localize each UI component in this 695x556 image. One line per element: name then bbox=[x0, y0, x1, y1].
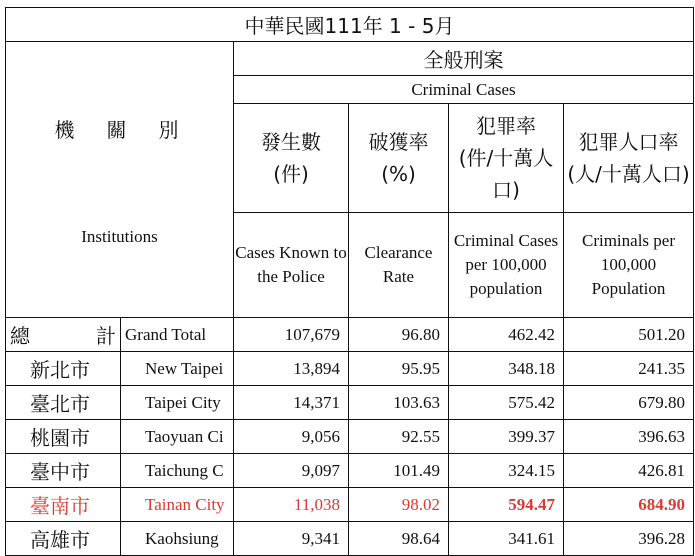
cases-value: 11,038 bbox=[234, 488, 349, 522]
category-header-en: Criminal Cases bbox=[234, 76, 694, 104]
criminal-rate-value: 684.90 bbox=[564, 488, 694, 522]
col-header-zh-label: 發生數 (件) bbox=[261, 129, 321, 186]
clearance-value: 103.63 bbox=[349, 386, 449, 420]
clearance-value: 101.49 bbox=[349, 454, 449, 488]
criminal-rate-value: 396.63 bbox=[564, 420, 694, 454]
period-header: 中華民國111年 1 - 5月 bbox=[6, 8, 694, 42]
total-criminal-rate: 501.20 bbox=[564, 318, 694, 352]
city-name-en: New Taipei bbox=[121, 352, 234, 386]
col-header-zh-crime-rate bbox=[449, 104, 564, 212]
city-name-zh: 臺南市 bbox=[6, 488, 121, 522]
table-row bbox=[6, 454, 694, 488]
col-header-zh-label: 犯罪率 (件/十萬人口) bbox=[458, 113, 554, 202]
col-header-zh-label: 犯罪人口率 (人/十萬人口) bbox=[567, 129, 690, 186]
city-name-en: Taichung C bbox=[121, 454, 234, 488]
table-row bbox=[6, 420, 694, 454]
city-name-zh: 臺中市 bbox=[6, 454, 121, 488]
city-name-zh: 新北市 bbox=[6, 352, 121, 386]
city-rows bbox=[6, 352, 694, 556]
cases-value: 9,056 bbox=[234, 420, 349, 454]
total-label-en: Grand Total bbox=[121, 318, 234, 352]
crime-rate-value: 324.15 bbox=[449, 454, 564, 488]
clearance-value: 98.64 bbox=[349, 522, 449, 556]
cases-value: 13,894 bbox=[234, 352, 349, 386]
criminal-rate-value: 679.80 bbox=[564, 386, 694, 420]
cases-value: 14,371 bbox=[234, 386, 349, 420]
table-row bbox=[6, 522, 694, 556]
cases-value: 9,097 bbox=[234, 454, 349, 488]
criminal-rate-value: 396.28 bbox=[564, 522, 694, 556]
city-name-zh: 臺北市 bbox=[6, 386, 121, 420]
col-header-zh-label: 破獲率 (%) bbox=[368, 129, 429, 186]
crime-statistics-table bbox=[5, 7, 694, 556]
total-label-zh-right: 計 bbox=[96, 324, 116, 348]
col-header-en-clearance: Clearance Rate bbox=[349, 212, 449, 317]
criminal-rate-value: 241.35 bbox=[564, 352, 694, 386]
city-name-en: Kaohsiung bbox=[121, 522, 234, 556]
crime-rate-value: 341.61 bbox=[449, 522, 564, 556]
table-row bbox=[6, 488, 694, 522]
col-header-en-cases: Cases Known to the Police bbox=[234, 212, 349, 317]
cases-value: 9,341 bbox=[234, 522, 349, 556]
institution-header-en: Institutions bbox=[81, 227, 158, 246]
crime-rate-value: 594.47 bbox=[449, 488, 564, 522]
city-name-zh: 桃園市 bbox=[6, 420, 121, 454]
total-crime-rate: 462.42 bbox=[449, 318, 564, 352]
criminal-rate-value: 426.81 bbox=[564, 454, 694, 488]
col-header-en-criminal-rate: Criminals per 100,000 Population bbox=[564, 212, 694, 317]
clearance-value: 98.02 bbox=[349, 488, 449, 522]
table-row bbox=[6, 352, 694, 386]
crime-rate-value: 348.18 bbox=[449, 352, 564, 386]
total-label-zh-left: 總 bbox=[10, 324, 30, 348]
city-name-zh: 高雄市 bbox=[6, 522, 121, 556]
city-name-en: Tainan City bbox=[121, 488, 234, 522]
total-clearance: 96.80 bbox=[349, 318, 449, 352]
crime-rate-value: 399.37 bbox=[449, 420, 564, 454]
clearance-value: 92.55 bbox=[349, 420, 449, 454]
total-row bbox=[6, 318, 694, 352]
col-header-zh-clearance bbox=[349, 104, 449, 212]
crime-rate-value: 575.42 bbox=[449, 386, 564, 420]
total-label-zh bbox=[6, 318, 121, 352]
city-name-en: Taoyuan Ci bbox=[121, 420, 234, 454]
category-header-zh: 全般刑案 bbox=[234, 42, 694, 76]
col-header-zh-criminal-rate bbox=[564, 104, 694, 212]
table-row bbox=[6, 386, 694, 420]
clearance-value: 95.95 bbox=[349, 352, 449, 386]
institution-header-zh: 機 關 別 bbox=[54, 118, 185, 142]
col-header-zh-cases bbox=[234, 104, 349, 212]
institution-header bbox=[6, 42, 234, 318]
col-header-en-crime-rate: Criminal Cases per 100,000 population bbox=[449, 212, 564, 317]
city-name-en: Taipei City bbox=[121, 386, 234, 420]
total-cases: 107,679 bbox=[234, 318, 349, 352]
